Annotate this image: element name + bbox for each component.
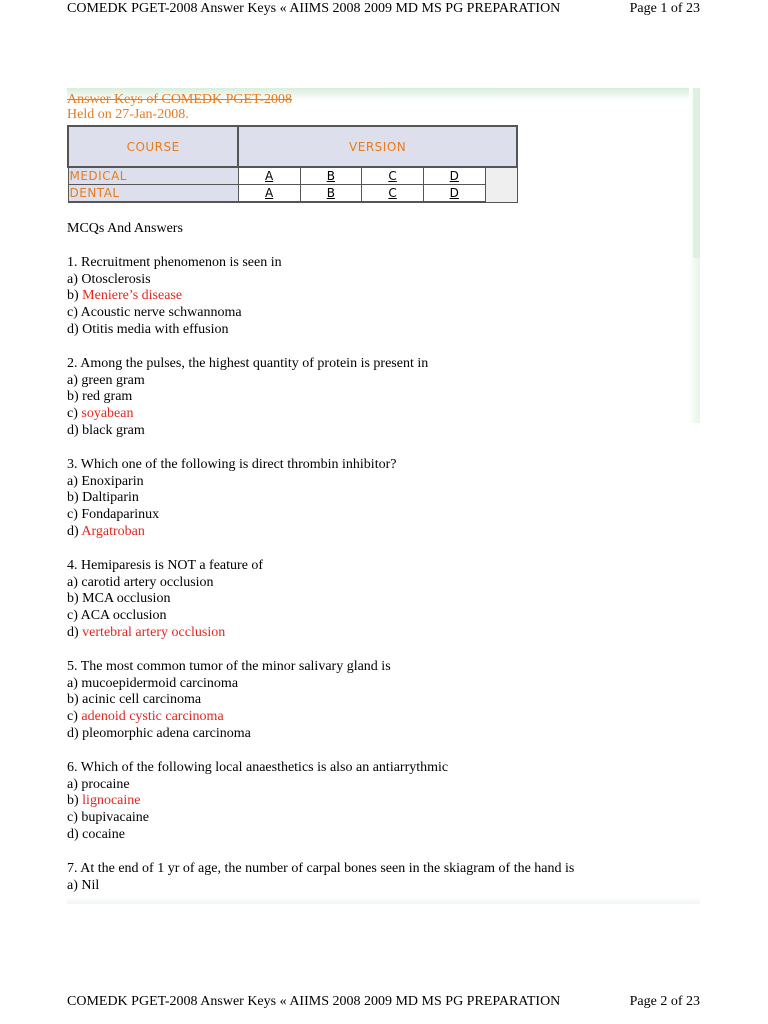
option-label: c) xyxy=(67,709,82,725)
table-row-dental xyxy=(68,185,517,203)
question-6 xyxy=(67,760,687,844)
question-text: 1. Recruitment phenomenon is seen in xyxy=(67,254,282,270)
medical-version-b-link[interactable]: B xyxy=(326,169,335,183)
version-column-header: VERSION xyxy=(238,126,517,167)
option-b: b) acinic cell carcinoma xyxy=(67,692,202,708)
medical-version-a-link[interactable]: A xyxy=(265,169,274,183)
option-a: a) Enoxiparin xyxy=(67,473,144,489)
option-c: c) ACA occlusion xyxy=(67,608,167,624)
version-table xyxy=(67,125,518,203)
frame-right-shade xyxy=(693,88,700,258)
course-column-header: COURSE xyxy=(68,126,238,167)
answer-keys-heading xyxy=(67,92,292,122)
question-1 xyxy=(67,255,687,339)
table-row-medical xyxy=(68,167,517,185)
option-label: c) xyxy=(67,406,82,422)
table-pad-cell xyxy=(485,167,517,202)
option-b xyxy=(67,288,687,305)
option-b: b) Daltiparin xyxy=(67,490,139,506)
option-label: d) xyxy=(67,624,83,640)
correct-answer: soyabean xyxy=(81,406,134,422)
question-text: 2. Among the pulses, the highest quantity of protein is present in xyxy=(67,355,429,371)
question-4 xyxy=(67,558,687,642)
option-c xyxy=(67,406,687,423)
medical-version-d-link[interactable]: D xyxy=(449,169,459,183)
option-a: a) Otosclerosis xyxy=(67,271,151,287)
option-a: a) mucoepidermoid carcinoma xyxy=(67,675,239,691)
correct-answer: vertebral artery occlusion xyxy=(82,624,226,640)
correct-answer: Meniere’s disease xyxy=(82,288,183,304)
question-text: 7. At the end of 1 yr of age, the number of carpal bones seen in the skiagram of the hand is xyxy=(67,860,575,876)
held-on-date: Held on 27-Jan-2008. xyxy=(67,107,189,122)
option-d xyxy=(67,524,687,541)
dental-version-a-link[interactable]: A xyxy=(265,186,274,200)
footer-title: COMEDK PGET-2008 Answer Keys « AIIMS 2008 2009 MD MS PG PREPARATION xyxy=(67,994,561,1009)
answer-keys-title: Answer Keys of COMEDK PGET-2008 xyxy=(67,92,293,107)
question-5 xyxy=(67,659,687,743)
question-3 xyxy=(67,457,687,541)
option-a: a) carotid artery occlusion xyxy=(67,574,214,590)
option-a: a) procaine xyxy=(67,776,130,792)
question-text: 3. Which one of the following is direct thrombin inhibitor? xyxy=(67,456,397,472)
correct-answer: adenoid cystic carcinoma xyxy=(81,709,224,725)
mcq-section-title: MCQs And Answers xyxy=(67,221,183,236)
medical-version-c-link[interactable]: C xyxy=(388,169,397,183)
mcq-section xyxy=(67,221,687,911)
question-text: 5. The most common tumor of the minor salivary gland is xyxy=(67,658,391,674)
option-d: d) pleomorphic adena carcinoma xyxy=(67,725,251,741)
question-text: 6. Which of the following local anaesthetics is also an antiarrythmic xyxy=(67,759,449,775)
dental-version-b-link[interactable]: B xyxy=(326,186,335,200)
question-text: 4. Hemiparesis is NOT a feature of xyxy=(67,557,264,573)
option-c: c) Fondaparinux xyxy=(67,507,160,523)
correct-answer: lignocaine xyxy=(82,793,141,809)
option-c xyxy=(67,709,687,726)
option-a: a) green gram xyxy=(67,372,145,388)
course-label-medical: MEDICAL xyxy=(68,167,238,185)
option-label: b) xyxy=(67,793,83,809)
option-c: c) bupivacaine xyxy=(67,810,150,826)
option-b: b) red gram xyxy=(67,389,133,405)
footer-page-number: Page 2 of 23 xyxy=(629,994,700,1009)
page-footer xyxy=(67,993,700,1011)
dental-version-d-link[interactable]: D xyxy=(449,186,459,200)
header-page-number: Page 1 of 23 xyxy=(629,1,700,16)
option-c: c) Acoustic nerve schwannoma xyxy=(67,305,242,321)
correct-answer: Argatroban xyxy=(81,523,145,539)
question-7 xyxy=(67,861,687,895)
option-a: a) Nil xyxy=(67,877,100,893)
option-d xyxy=(67,625,687,642)
header-title: COMEDK PGET-2008 Answer Keys « AIIMS 2008 2009 MD MS PG PREPARATION xyxy=(67,1,561,16)
option-d: d) cocaine xyxy=(67,826,125,842)
version-table-header xyxy=(68,126,517,167)
option-label: b) xyxy=(67,288,83,304)
question-2 xyxy=(67,356,687,440)
dental-version-c-link[interactable]: C xyxy=(388,186,397,200)
option-b xyxy=(67,793,687,810)
option-b: b) MCA occlusion xyxy=(67,591,171,607)
option-d: d) Otitis media with effusion xyxy=(67,321,229,337)
page-header xyxy=(67,0,700,18)
course-label-dental: DENTAL xyxy=(68,185,238,203)
option-label: d) xyxy=(67,523,82,539)
option-d: d) black gram xyxy=(67,422,145,438)
